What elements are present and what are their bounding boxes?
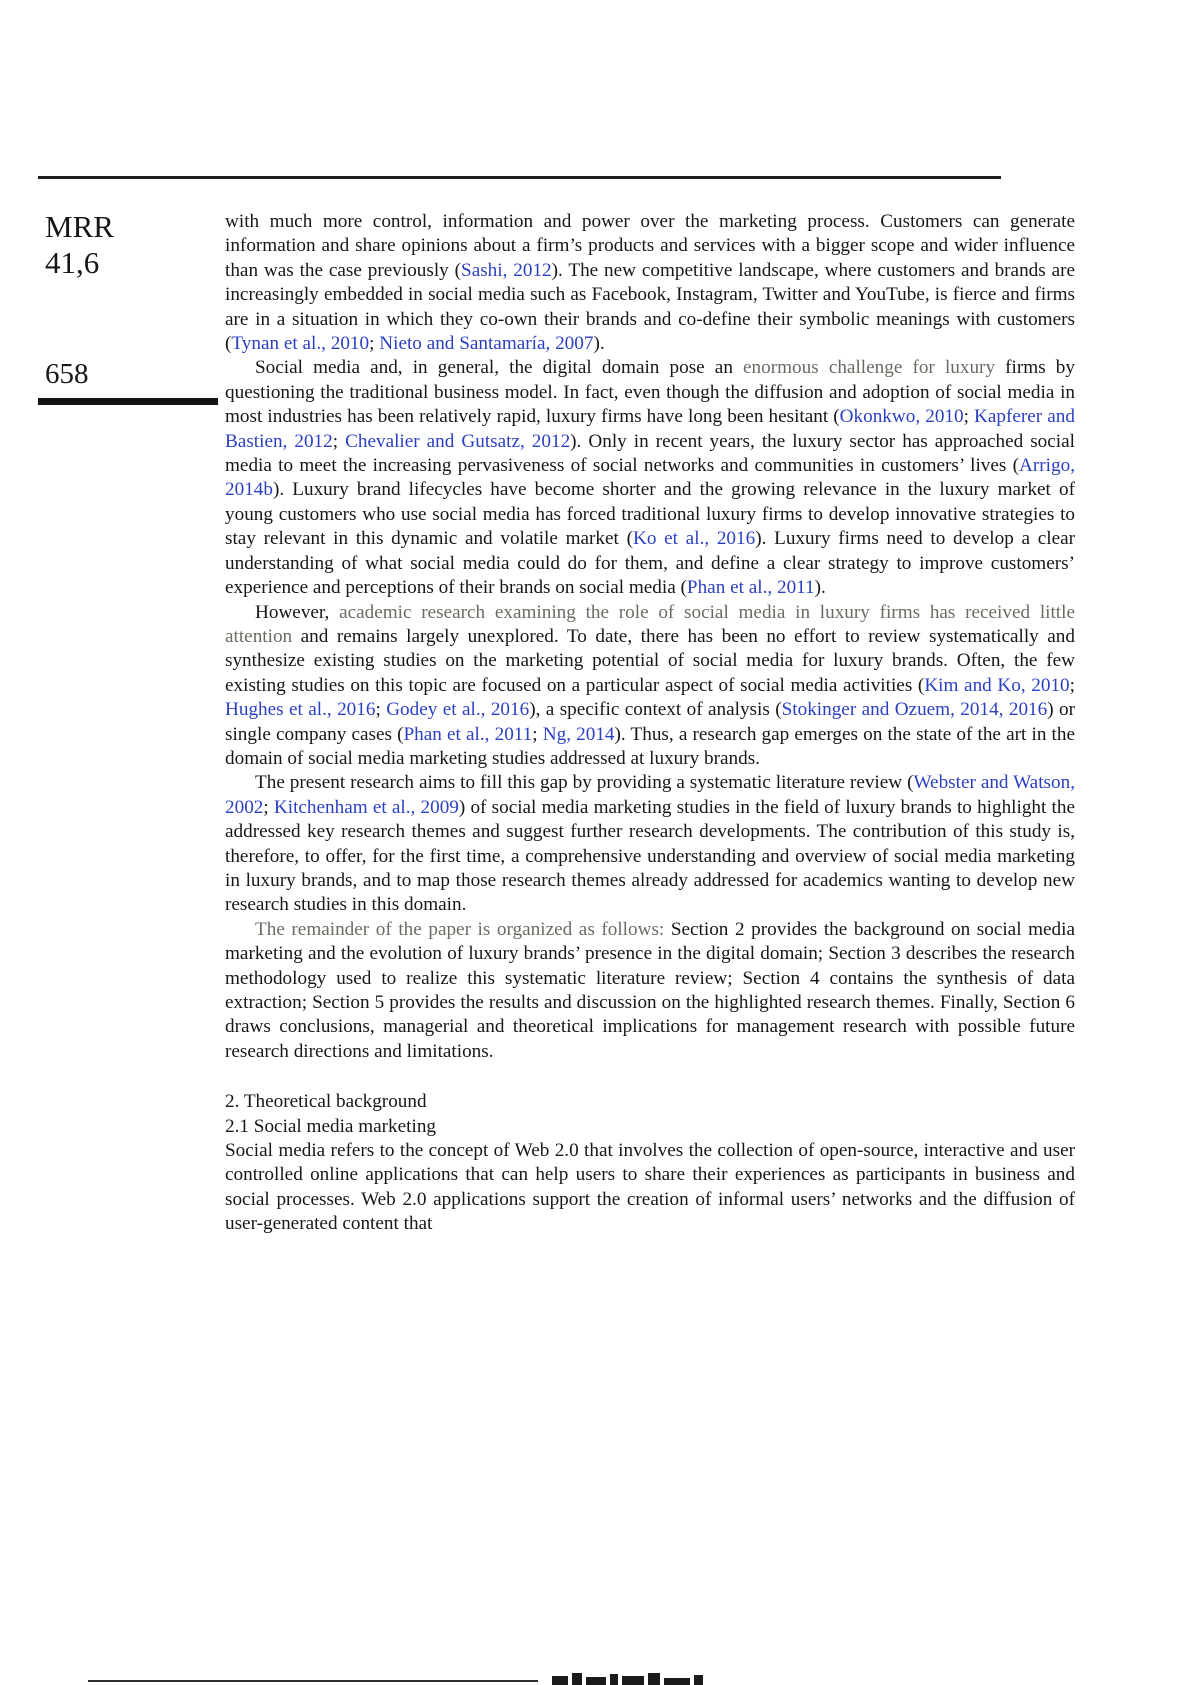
citation-link[interactable]: Stokinger and Ozuem, 2014, 2016 xyxy=(781,699,1048,721)
text-run: ). Luxury brand lifecycles have become shorter and the growing relevance in the luxury market of young customers who use social media has forced traditional luxury firms to develop innovative strategies to stay relevant in this dynamic and volatile market ( xyxy=(225,479,1075,550)
text-run: academic research examining the role of social media in luxury firms has received little attention xyxy=(225,601,1075,647)
text-run: ; xyxy=(963,406,975,428)
text-run: ; xyxy=(263,796,274,818)
citation-link[interactable]: Kitchenham et al., 2009 xyxy=(273,796,459,818)
citation-link[interactable]: Arrigo, 2014b xyxy=(225,455,1075,501)
body-paragraph xyxy=(225,210,1075,356)
text-run: ; xyxy=(1069,674,1075,696)
journal-code: MRR xyxy=(45,209,114,244)
text-run: ) of social media marketing studies in the field of luxury brands to highlight the addressed key research themes and suggest further research developments. The contribution of this study is, therefore, to offer, for the first time, a comprehensive understanding and overview of social media marketing in luxury brands, and to map those research themes already addressed for academics wanting to develop new research studies in this domain. xyxy=(225,796,1075,916)
citation-link[interactable]: Kim and Ko, 2010 xyxy=(924,674,1070,696)
text-run: Social media and, in general, the digital domain pose an xyxy=(255,357,744,379)
journal-issue: 41,6 xyxy=(45,245,100,280)
text-run: ) or single company cases ( xyxy=(225,699,1075,745)
citation-link[interactable]: Phan et al., 2011 xyxy=(686,577,815,599)
section-subheading: 2.1 Social media marketing xyxy=(225,1115,437,1137)
text-run: ; xyxy=(332,430,346,452)
text-run: ). Only in recent years, the luxury sector has approached social media to meet the increasing pervasiveness of social networks and communities in customers’ lives ( xyxy=(225,430,1075,477)
text-run: ; xyxy=(369,333,380,355)
page-number-rule xyxy=(38,398,218,405)
text-run: firms by questioning the traditional business model. In fact, even though the diffusion and adoption of social media in most industries has been relatively rapid, luxury firms have long been hesitant ( xyxy=(225,357,1075,428)
text-run: ; xyxy=(375,699,387,721)
citation-link[interactable]: Ko et al., 2016 xyxy=(632,528,756,550)
body-paragraph xyxy=(225,601,1075,772)
text-run: with much more control, information and power over the marketing process. Customers can generate information and share opinions about a firm’s products and services with a bigger scope and wider influence than was the case previously ( xyxy=(225,211,1075,281)
text-run: ; xyxy=(532,723,543,745)
citation-link[interactable]: Phan et al., 2011 xyxy=(403,723,533,745)
citation-link[interactable]: Okonkwo, 2010 xyxy=(839,406,964,428)
bottom-cutoff-rule xyxy=(88,1680,538,1682)
body-paragraph xyxy=(225,918,1075,1064)
header-rule xyxy=(38,176,1001,179)
text-run: Social media refers to the concept of Web 2.0 that involves the collection of open-source, interactive and user controlled online applications that can help users to share their experiences as participants in business and social processes. Web 2.0 applications support the creation of informal users’ networks and the diffusion of user-generated content that xyxy=(225,1140,1075,1235)
body-paragraph xyxy=(225,1139,1075,1237)
body-paragraph xyxy=(225,771,1075,917)
text-run: ). Luxury firms need to develop a clear understanding of what social media could do for them, and define a clear strategy to improve customers’ experience and perceptions of their brands on social media ( xyxy=(225,528,1075,599)
citation-link[interactable]: Nieto and Santamaría, 2007 xyxy=(379,333,594,355)
article-body xyxy=(225,210,1075,1237)
citation-link[interactable]: Chevalier and Gutsatz, 2012 xyxy=(345,430,571,452)
page-number: 658 xyxy=(45,358,89,390)
body-paragraph xyxy=(225,356,1075,600)
text-run: enormous challenge for luxury xyxy=(743,357,996,379)
citation-link[interactable]: Godey et al., 2016 xyxy=(386,699,530,721)
text-run: ). xyxy=(814,577,826,599)
text-run: ). xyxy=(593,333,605,355)
section-heading: 2. Theoretical background xyxy=(225,1091,427,1113)
text-run: However, xyxy=(255,601,340,623)
text-run: and remains largely unexplored. To date, there has been no effort to review systematically and synthesize existing studies on the marketing potential of social media for luxury brands. Often, the few existing studies on this topic are focused on a particular aspect of social media activities ( xyxy=(225,625,1075,696)
citation-link[interactable]: Tynan et al., 2010 xyxy=(231,333,370,355)
text-run: The present research aims to fill this gap by providing a systematic literature review ( xyxy=(255,772,914,794)
bottom-cutoff-text-fragment xyxy=(552,1671,722,1685)
text-run: ). Thus, a research gap emerges on the state of the art in the domain of social media marketing studies addressed at luxury brands. xyxy=(225,723,1075,769)
citation-link[interactable]: Ng, 2014 xyxy=(542,723,615,745)
citation-link[interactable]: Webster and Watson, 2002 xyxy=(225,772,1075,818)
text-run: ), a specific context of analysis ( xyxy=(529,699,782,721)
citation-link[interactable]: Sashi, 2012 xyxy=(461,259,552,281)
text-run: Section 2 provides the background on social media marketing and the evolution of luxury brands’ presence in the digital domain; Section 3 describes the research methodology used to realize this systematic literature review; Section 4 contains the synthesis of data extraction; Section 5 provides the results and discussion on the highlighted research themes. Finally, Section 6 draws conclusions, managerial and theoretical implications for management research with possible future research directions and limitations. xyxy=(225,918,1075,1062)
text-run: The remainder of the paper is organized as follows: xyxy=(255,918,665,940)
citation-link[interactable]: Hughes et al., 2016 xyxy=(225,699,376,721)
citation-link[interactable]: Kapferer and Bastien, 2012 xyxy=(225,406,1075,452)
text-run: ). The new competitive landscape, where customers and brands are increasingly embedded in social media such as Facebook, Instagram, Twitter and YouTube, is fierce and firms are in a situation in which they co-own their brands and co-define their symbolic meanings with customers ( xyxy=(225,259,1075,355)
